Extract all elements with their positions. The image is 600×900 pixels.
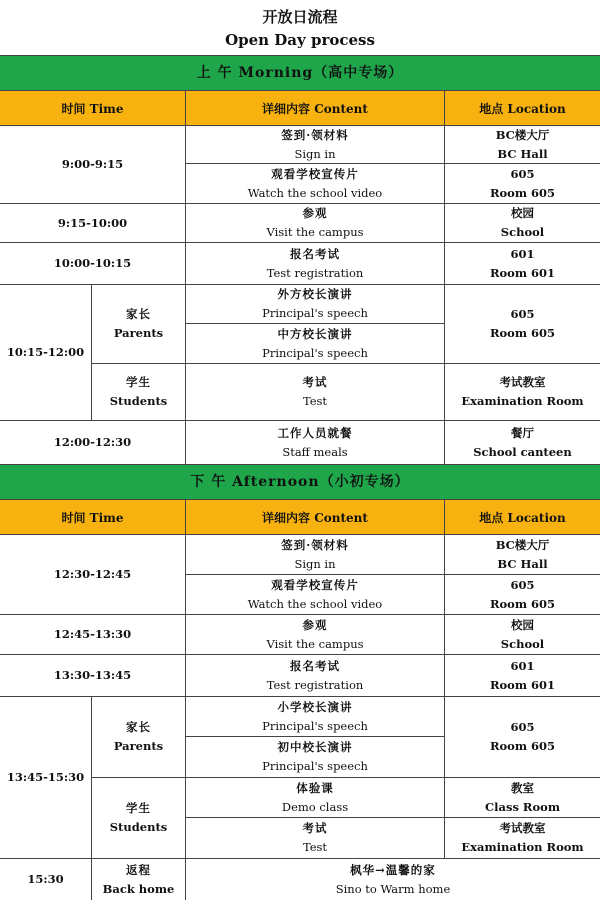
- group-cn: 家长: [126, 720, 151, 734]
- content-cn: 报名考试: [290, 246, 340, 261]
- group-en: Students: [109, 394, 168, 408]
- content-en: Test registration: [266, 677, 364, 692]
- group-cn: 学生: [126, 375, 151, 389]
- time-cell: 9:15-10:00: [0, 204, 186, 243]
- content-en: Demo class: [281, 799, 349, 814]
- location-cn: 605: [510, 577, 535, 592]
- location-en: School canteen: [473, 444, 572, 459]
- location-en: Room 605: [489, 596, 556, 611]
- location-cn: 605: [510, 166, 535, 181]
- content-en: Principal's speech: [262, 718, 368, 733]
- header-location: 地点 Location: [479, 101, 566, 116]
- location-en: Room 601: [489, 265, 556, 280]
- location-cn: 605: [510, 720, 535, 734]
- content-cn: 签到·领材料: [281, 127, 349, 142]
- content-cn: 参观: [302, 206, 328, 220]
- location-en: BC Hall: [497, 556, 548, 571]
- content-cn: 观看学校宣传片: [271, 577, 359, 592]
- activity-en: Back home: [102, 881, 175, 896]
- location-cn: 605: [510, 307, 535, 321]
- location-cn: 餐厅: [511, 425, 534, 440]
- header-time: 时间 Time: [0, 500, 186, 534]
- content-cn: 中方校长演讲: [277, 326, 353, 341]
- location-cn: 校园: [511, 617, 534, 632]
- location-cn: 考试教室: [499, 821, 546, 835]
- content-cn: 工作人员就餐: [277, 425, 353, 440]
- content-cell: [186, 737, 445, 778]
- content-en: Watch the school video: [247, 596, 383, 611]
- location-cell: [445, 535, 600, 575]
- location-en: Room 601: [489, 677, 556, 692]
- morning-table: [0, 126, 600, 464]
- time-cell: 10:15-12:00: [0, 285, 92, 421]
- content-cell: [186, 859, 600, 900]
- location-cell: [445, 285, 600, 364]
- content-cell: [186, 324, 445, 364]
- content-cn: 参观: [302, 617, 328, 632]
- time-cell: 13:30-13:45: [0, 655, 186, 697]
- location-cell: [445, 778, 600, 818]
- time-cell: 12:30-12:45: [0, 535, 186, 615]
- content-cn: 报名考试: [290, 658, 340, 673]
- content-cn: 考试: [302, 821, 328, 835]
- location-cell: [445, 615, 600, 655]
- location-en: Class Room: [485, 799, 560, 814]
- location-cell: [445, 126, 600, 164]
- time-cell: 12:45-13:30: [0, 615, 186, 655]
- location-en: School: [500, 636, 545, 651]
- location-en: BC Hall: [497, 146, 548, 161]
- content-cell: [186, 243, 445, 285]
- content-en: Sino to Warm home: [335, 881, 451, 896]
- content-cell: [186, 364, 445, 421]
- header-content: 详细内容 Content: [186, 500, 445, 534]
- content-cn: 考试: [302, 375, 328, 389]
- content-en: Test registration: [266, 265, 364, 280]
- content-cell: [186, 285, 445, 324]
- location-en: Room 605: [489, 185, 556, 200]
- content-cn: 体验课: [296, 780, 334, 795]
- content-cn: 观看学校宣传片: [271, 166, 359, 181]
- group-cell-students: [92, 364, 186, 421]
- content-cell: [186, 126, 445, 164]
- content-cn: 小学校长演讲: [277, 699, 353, 714]
- group-cn: 学生: [126, 801, 151, 815]
- content-cn: 枫华→温馨的家: [350, 862, 436, 877]
- location-en: School: [500, 225, 545, 239]
- content-cell: [186, 535, 445, 575]
- content-en: Visit the campus: [266, 225, 364, 239]
- activity-cell: [92, 859, 186, 900]
- content-cell: [186, 421, 445, 464]
- location-cell: [445, 697, 600, 778]
- location-cell: [445, 818, 600, 859]
- content-en: Principal's speech: [262, 759, 368, 773]
- location-cn: 考试教室: [499, 375, 546, 389]
- content-en: Principal's speech: [262, 306, 368, 320]
- morning-section-bar: 上 午 Morning（高中专场）: [0, 55, 600, 91]
- content-en: Sign in: [294, 556, 336, 571]
- location-cn: BC楼大厅: [495, 127, 550, 142]
- time-cell: 13:45-15:30: [0, 697, 92, 859]
- group-cell-students: [92, 778, 186, 859]
- content-cell: [186, 655, 445, 697]
- location-cell: [445, 421, 600, 464]
- content-en: Test: [302, 840, 328, 854]
- content-en: Principal's speech: [262, 345, 368, 360]
- location-en: Examination Room: [461, 840, 584, 854]
- morning-header-row: [0, 91, 600, 126]
- content-cell: [186, 164, 445, 204]
- location-cell: [445, 655, 600, 697]
- content-cell: [186, 204, 445, 243]
- afternoon-header-row: [0, 500, 600, 535]
- activity-cn: 返程: [126, 862, 151, 877]
- group-cn: 家长: [126, 307, 151, 321]
- location-cell: [445, 243, 600, 285]
- group-cell-parents: [92, 697, 186, 778]
- content-cn: 外方校长演讲: [277, 287, 353, 301]
- time-cell: 9:00-9:15: [0, 126, 186, 204]
- content-cell: [186, 818, 445, 859]
- content-en: Sign in: [294, 146, 336, 161]
- title-block: [0, 0, 600, 56]
- location-cn: 601: [510, 246, 535, 261]
- content-en: Test: [302, 394, 328, 408]
- header-content: 详细内容 Content: [186, 91, 445, 125]
- page-title-cn: 开放日流程: [262, 8, 338, 26]
- content-cell: [186, 575, 445, 615]
- location-cell: [445, 204, 600, 243]
- content-cn: 初中校长演讲: [277, 740, 353, 754]
- location-en: Room 605: [489, 739, 556, 753]
- time-cell: 12:00-12:30: [0, 421, 186, 464]
- group-en: Parents: [113, 326, 164, 340]
- location-cell: [445, 364, 600, 421]
- location-cn: 601: [510, 658, 535, 673]
- location-cell: [445, 575, 600, 615]
- content-en: Staff meals: [282, 444, 348, 459]
- content-en: Visit the campus: [266, 636, 364, 651]
- location-en: Examination Room: [461, 394, 584, 408]
- location-cn: BC楼大厅: [495, 537, 550, 552]
- afternoon-section-bar: 下 午 Afternoon（小初专场）: [0, 464, 600, 500]
- header-time: 时间 Time: [0, 91, 186, 125]
- content-cell: [186, 697, 445, 737]
- content-cell: [186, 615, 445, 655]
- location-en: Room 605: [489, 326, 556, 340]
- group-en: Parents: [113, 739, 164, 753]
- time-cell: 15:30: [0, 859, 92, 900]
- time-cell: 10:00-10:15: [0, 243, 186, 285]
- location-cn: 校园: [511, 206, 534, 220]
- afternoon-table: [0, 535, 600, 900]
- content-en: Watch the school video: [247, 185, 383, 200]
- content-cell: [186, 778, 445, 818]
- header-location: 地点 Location: [479, 510, 566, 525]
- page-title-en: Open Day process: [225, 31, 375, 49]
- location-cell: [445, 164, 600, 204]
- content-cn: 签到·领材料: [281, 537, 349, 552]
- group-en: Students: [109, 820, 168, 834]
- group-cell-parents: [92, 285, 186, 364]
- location-cn: 教室: [511, 780, 534, 795]
